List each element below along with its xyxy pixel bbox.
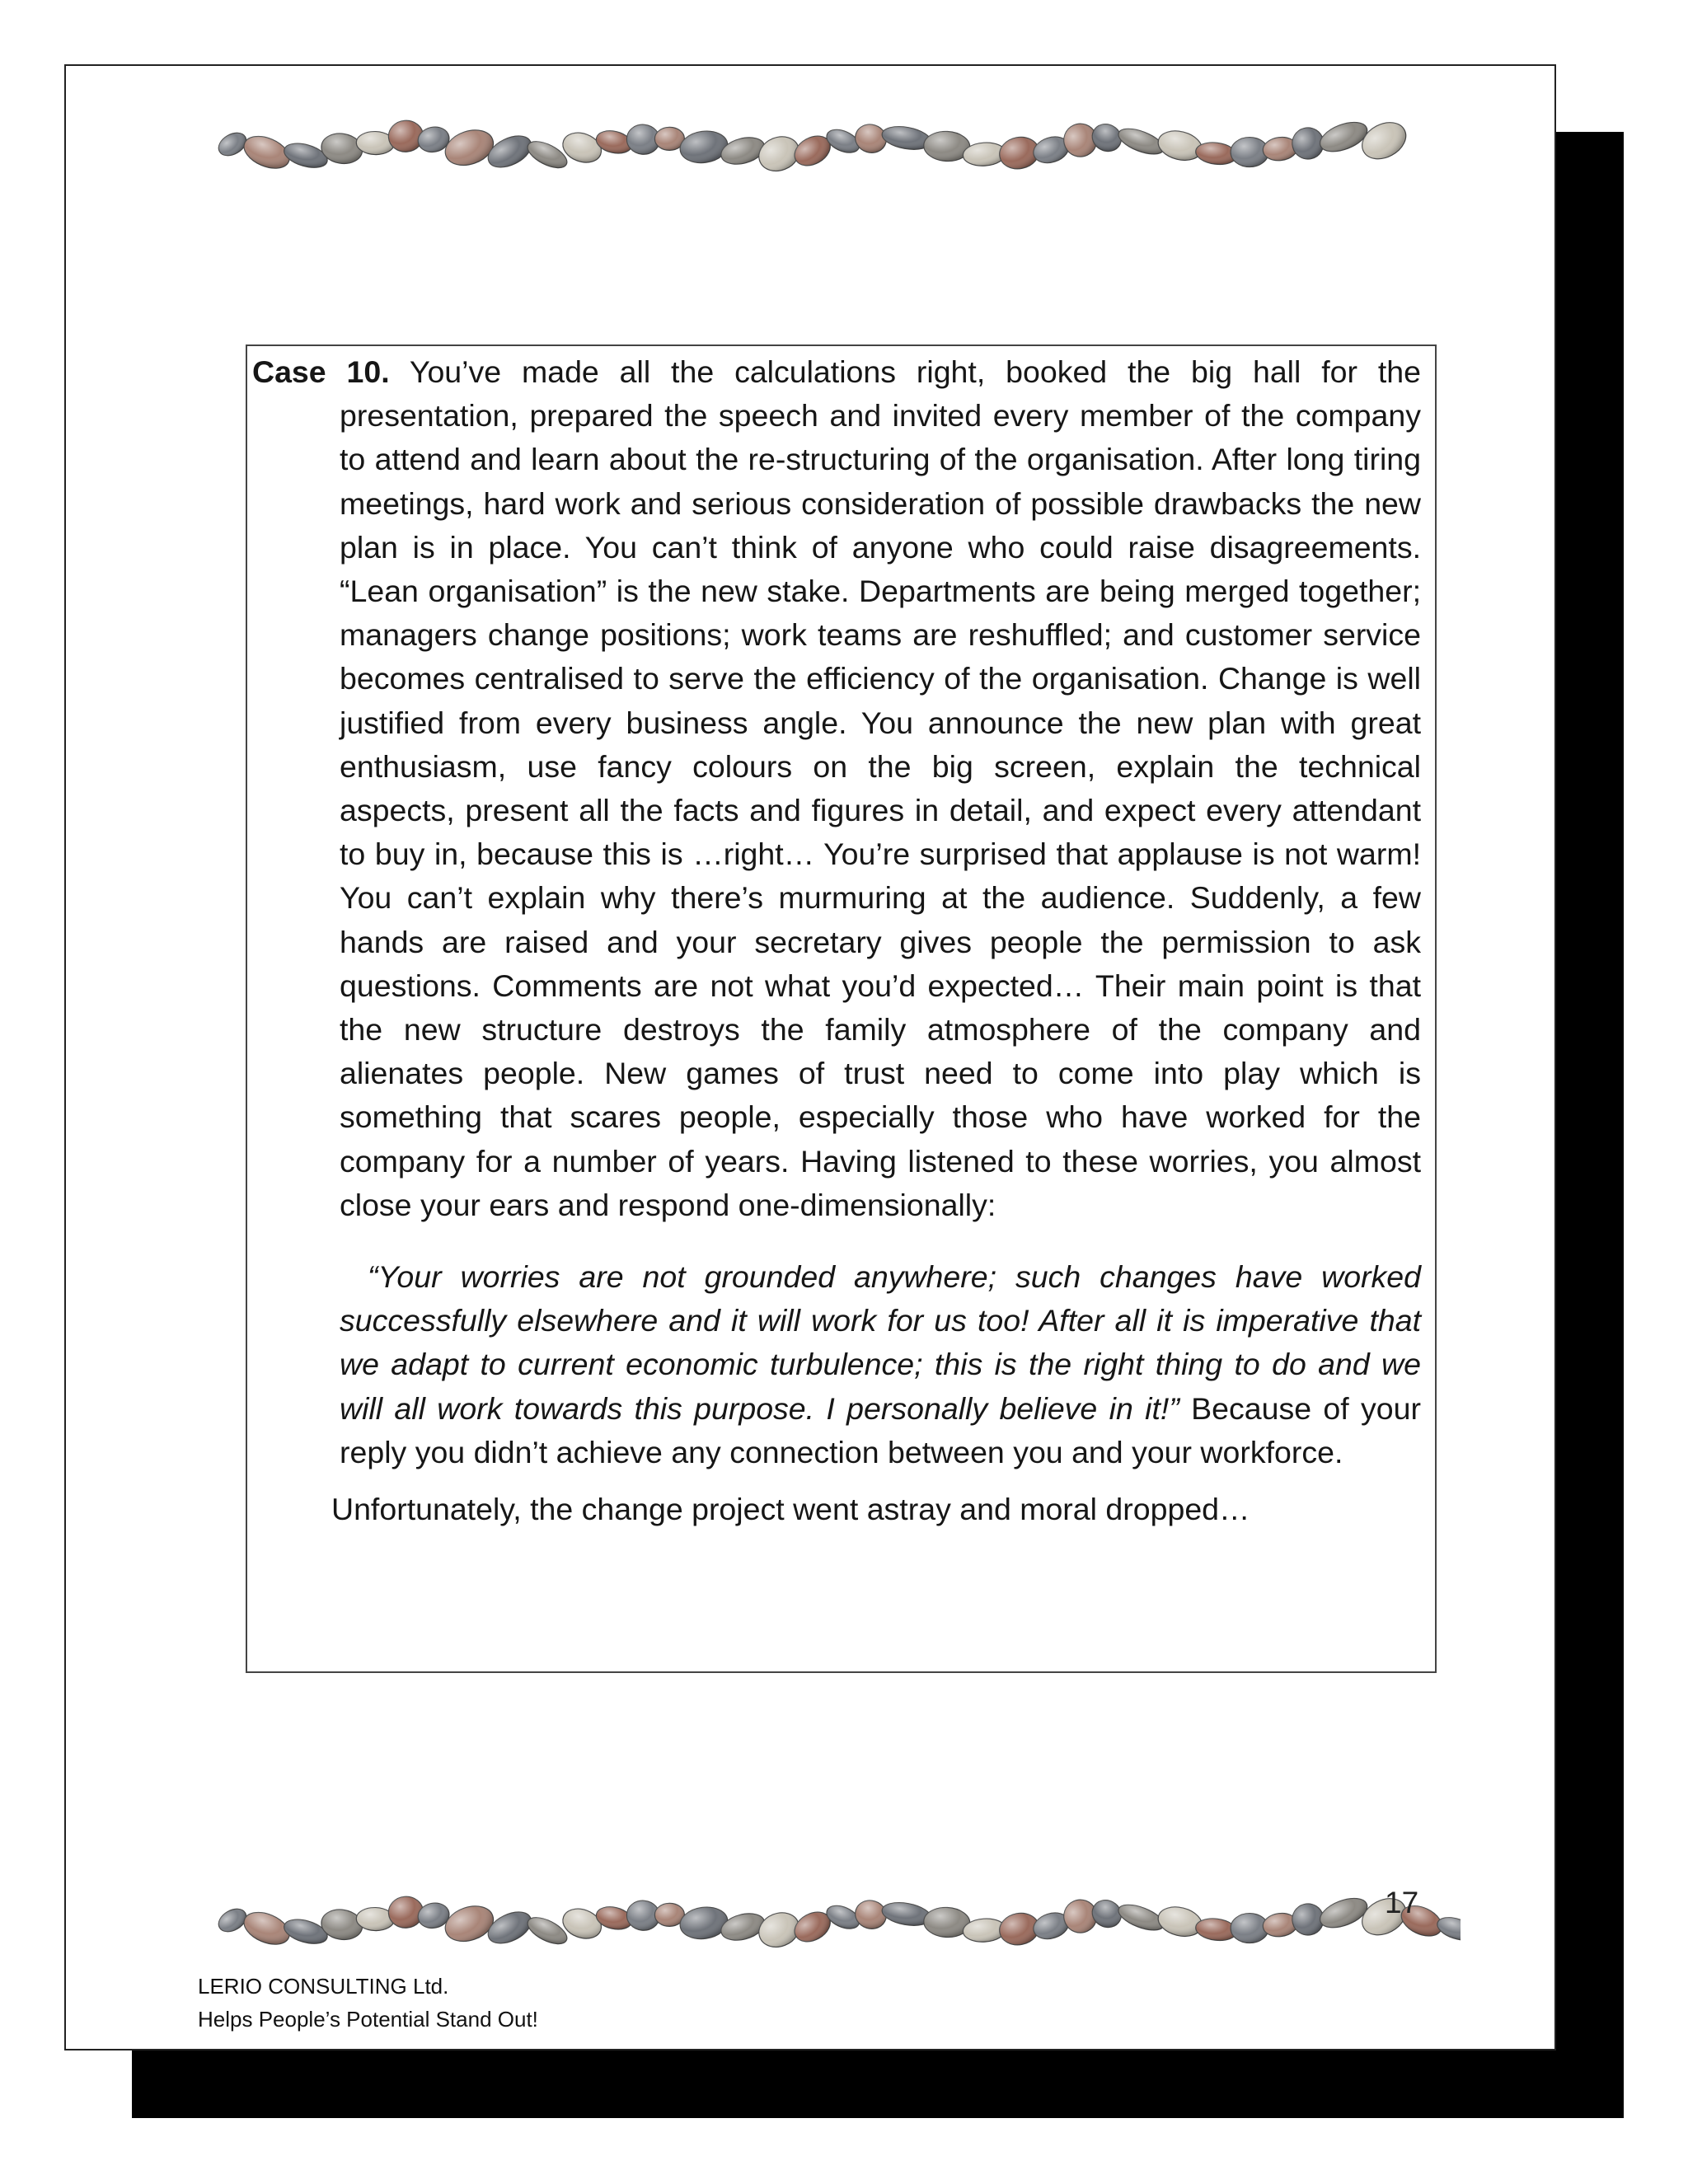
pebble-icon bbox=[678, 128, 730, 166]
pebble-icon bbox=[1155, 127, 1205, 165]
pebble-icon bbox=[441, 124, 499, 171]
pebble-icon bbox=[1316, 1892, 1372, 1933]
pebble-icon bbox=[1356, 115, 1412, 166]
footer bbox=[198, 1970, 538, 2036]
stone-border-bottom bbox=[208, 1875, 1461, 1966]
case-box bbox=[246, 344, 1437, 1673]
case-outro: Unfortunately, the change project went astray and moral dropped… bbox=[331, 1492, 1250, 1527]
stone-border-top bbox=[208, 99, 1415, 190]
pebble-icon bbox=[1316, 116, 1372, 157]
case-quote-paragraph bbox=[340, 1255, 1421, 1474]
pebble-icon bbox=[1155, 1903, 1205, 1941]
case-body: You’ve made all the calculations right, booked the big hall for the presentation, prepared the speech and invited every member of the company to attend and learn about the re-structuring of the organisation. After long tiring meetings, hard work and serious consideration of possible drawbacks the new plan is in place. You can’t think of anyone who could raise disagreements. “Lean organisation” is the new stake. Departments are being merged together; managers change positions; work teams are reshuffled; and customer service becomes centralised to serve the efficiency of the organisation. Change is well justified from every business angle. You announce the new plan with great enthusiasm, use fancy colours on the big screen, explain the technical aspects, present all the facts and figures in detail, and expect every attendant to buy in, because this is …right… You’re surprised that applause is not warm! You can’t explain why there’s murmuring at the audience. Suddenly, a few hands are raised and your secretary gives people the permission to ask questions. Comments are not what you’d expected… Their main point is that the new structure destroys the family atmosphere of the company and alienates people. New games of trust need to come into play which is something that scares people, especially those who have worked for the company for a number of years. Having listened to these worries, you almost close your ears and respond one-dimensionally: bbox=[340, 354, 1421, 1222]
case-paragraph bbox=[252, 350, 1421, 1227]
footer-company: LERIO CONSULTING Ltd. bbox=[198, 1974, 449, 1999]
document-page bbox=[64, 64, 1556, 2050]
case-after-quote: Because of your reply you didn’t achieve any connection between you and your workforce. bbox=[340, 1390, 1421, 1469]
case-quote: “Your worries are not grounded anywhere; such changes have worked successfully elsewhere and it will work for us too! After all it is imperative that we adapt to current economic turbulence; this is the right thing to do and we will all work towards this purpose. I personally believe in it!” bbox=[340, 1259, 1421, 1426]
pebble-icon bbox=[441, 1900, 499, 1947]
page-number: 17 bbox=[1385, 1886, 1419, 1919]
case-label: Case 10. bbox=[252, 354, 390, 389]
pebble-icon bbox=[678, 1904, 730, 1942]
footer-tagline: Helps People’s Potential Stand Out! bbox=[198, 2007, 538, 2032]
